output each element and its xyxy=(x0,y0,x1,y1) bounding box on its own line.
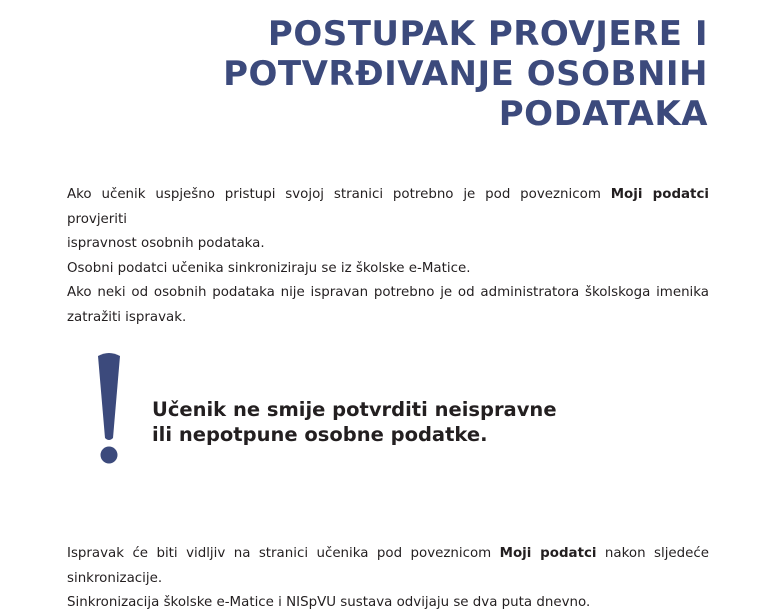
intro-text: Ako učenik uspješno pristupi svojoj stranici potrebno je pod poveznicom xyxy=(67,187,611,202)
moji-podatci-link-text: Moji podatci xyxy=(499,546,597,561)
outro-line xyxy=(67,542,709,567)
intro-line xyxy=(67,183,709,232)
outro-line: sinkronizacije. xyxy=(67,570,163,586)
intro-paragraph xyxy=(67,183,709,331)
outro-text: Ispravak će biti vidljiv na stranici učenika pod poveznicom xyxy=(67,546,500,561)
page-title-line: POTVRĐIVANJE OSOBNIH xyxy=(223,54,708,94)
intro-text: provjeriti xyxy=(67,211,127,227)
intro-line: Ako neki od osobnih podataka nije ispravan potrebno je od administratora školskoga imenika xyxy=(67,285,709,301)
page-title xyxy=(48,14,708,134)
warning-line: ili nepotpune osobne podatke. xyxy=(152,423,488,446)
warning-message xyxy=(152,397,557,447)
outro-paragraph xyxy=(67,542,709,616)
page-title-line: POSTUPAK PROVJERE I xyxy=(267,14,708,54)
outro-line: Sinkronizacija školske e-Matice i NISpVU sustava odvijaju se dva puta dnevno. xyxy=(67,595,591,611)
intro-line: ispravnost osobnih podataka. xyxy=(67,236,265,252)
moji-podatci-link-text: Moji podatci xyxy=(610,187,709,202)
intro-line: Osobni podatci učenika sinkroniziraju se iz školske e-Matice. xyxy=(67,260,471,276)
exclamation-icon xyxy=(96,352,122,466)
page-title-line: PODATAKA xyxy=(498,94,708,134)
warning-line: Učenik ne smije potvrditi neispravne xyxy=(152,398,557,421)
outro-text: nakon sljedeće xyxy=(596,546,709,561)
intro-line: zatražiti ispravak. xyxy=(67,309,187,325)
